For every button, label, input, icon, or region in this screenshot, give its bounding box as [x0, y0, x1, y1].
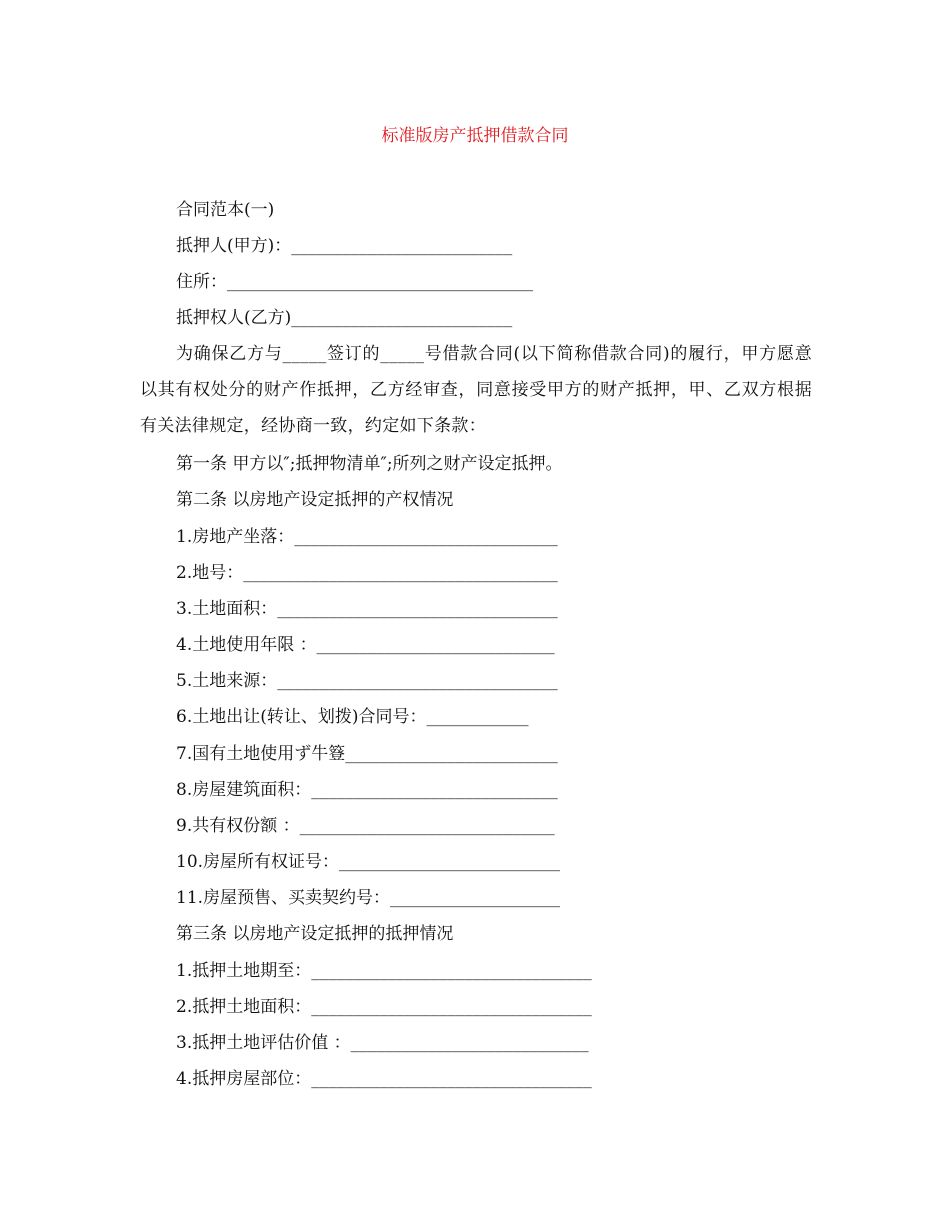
- document-title: 标准版房产抵押借款合同: [381, 126, 569, 146]
- article-2-heading: 第二条 以房地产设定抵押的产权情况: [176, 490, 454, 510]
- mortgagee-line: 抵押权人(乙方)__________________________: [176, 308, 513, 328]
- preamble-paragraph: 为确保乙方与_____签订的_____号借款合同(以下简称借款合同)的履行，甲方愿意以其有权处分的财产作抵押，乙方经审查，同意接受甲方的财产抵押，甲、乙双方根据有关法律规定，经协商一致，约定如下条款：: [140, 344, 812, 436]
- article-2-item: 11.房屋预售、买卖契约号：____________________: [176, 888, 561, 908]
- article-2-item: 10.房屋所有权证号：__________________________: [176, 852, 561, 872]
- article-3-item: 1.抵押土地期至：_________________________________: [176, 961, 592, 981]
- article-2-item: 9.共有权份额 ：______________________________: [176, 816, 555, 836]
- mortgagor-line: 抵押人(甲方)：__________________________: [176, 236, 513, 256]
- residence-line: 住所：____________________________________: [176, 272, 533, 292]
- article-2-item: 1.房地产坐落：_______________________________: [176, 527, 558, 547]
- article-2-item: 7.国有土地使用ず牛簦_________________________: [176, 744, 558, 764]
- article-2-item: 2.地号：_____________________________________: [176, 563, 558, 583]
- article-3-item: 2.抵押土地面积：_________________________________: [176, 997, 592, 1017]
- contract-template-label: 合同范本(一): [176, 200, 275, 220]
- article-3-item: 4.抵押房屋部位：_________________________________: [176, 1069, 592, 1089]
- article-2-item: 3.土地面积：_________________________________: [176, 599, 558, 619]
- article-2-item: 4.土地使用年限 ：____________________________: [176, 635, 555, 655]
- article-3-heading: 第三条 以房地产设定抵押的抵押情况: [176, 924, 454, 944]
- article-2-item: 8.房屋建筑面积：_____________________________: [176, 780, 558, 800]
- article-1: 第一条 甲方以″;抵押物清单″;所列之财产设定抵押。: [176, 454, 563, 474]
- article-2-item: 5.土地来源：_________________________________: [176, 671, 558, 691]
- article-2-item: 6.土地出让(转让、划拨)合同号：____________: [176, 707, 529, 727]
- article-3-item: 3.抵押土地评估价值 ：____________________________: [176, 1033, 589, 1053]
